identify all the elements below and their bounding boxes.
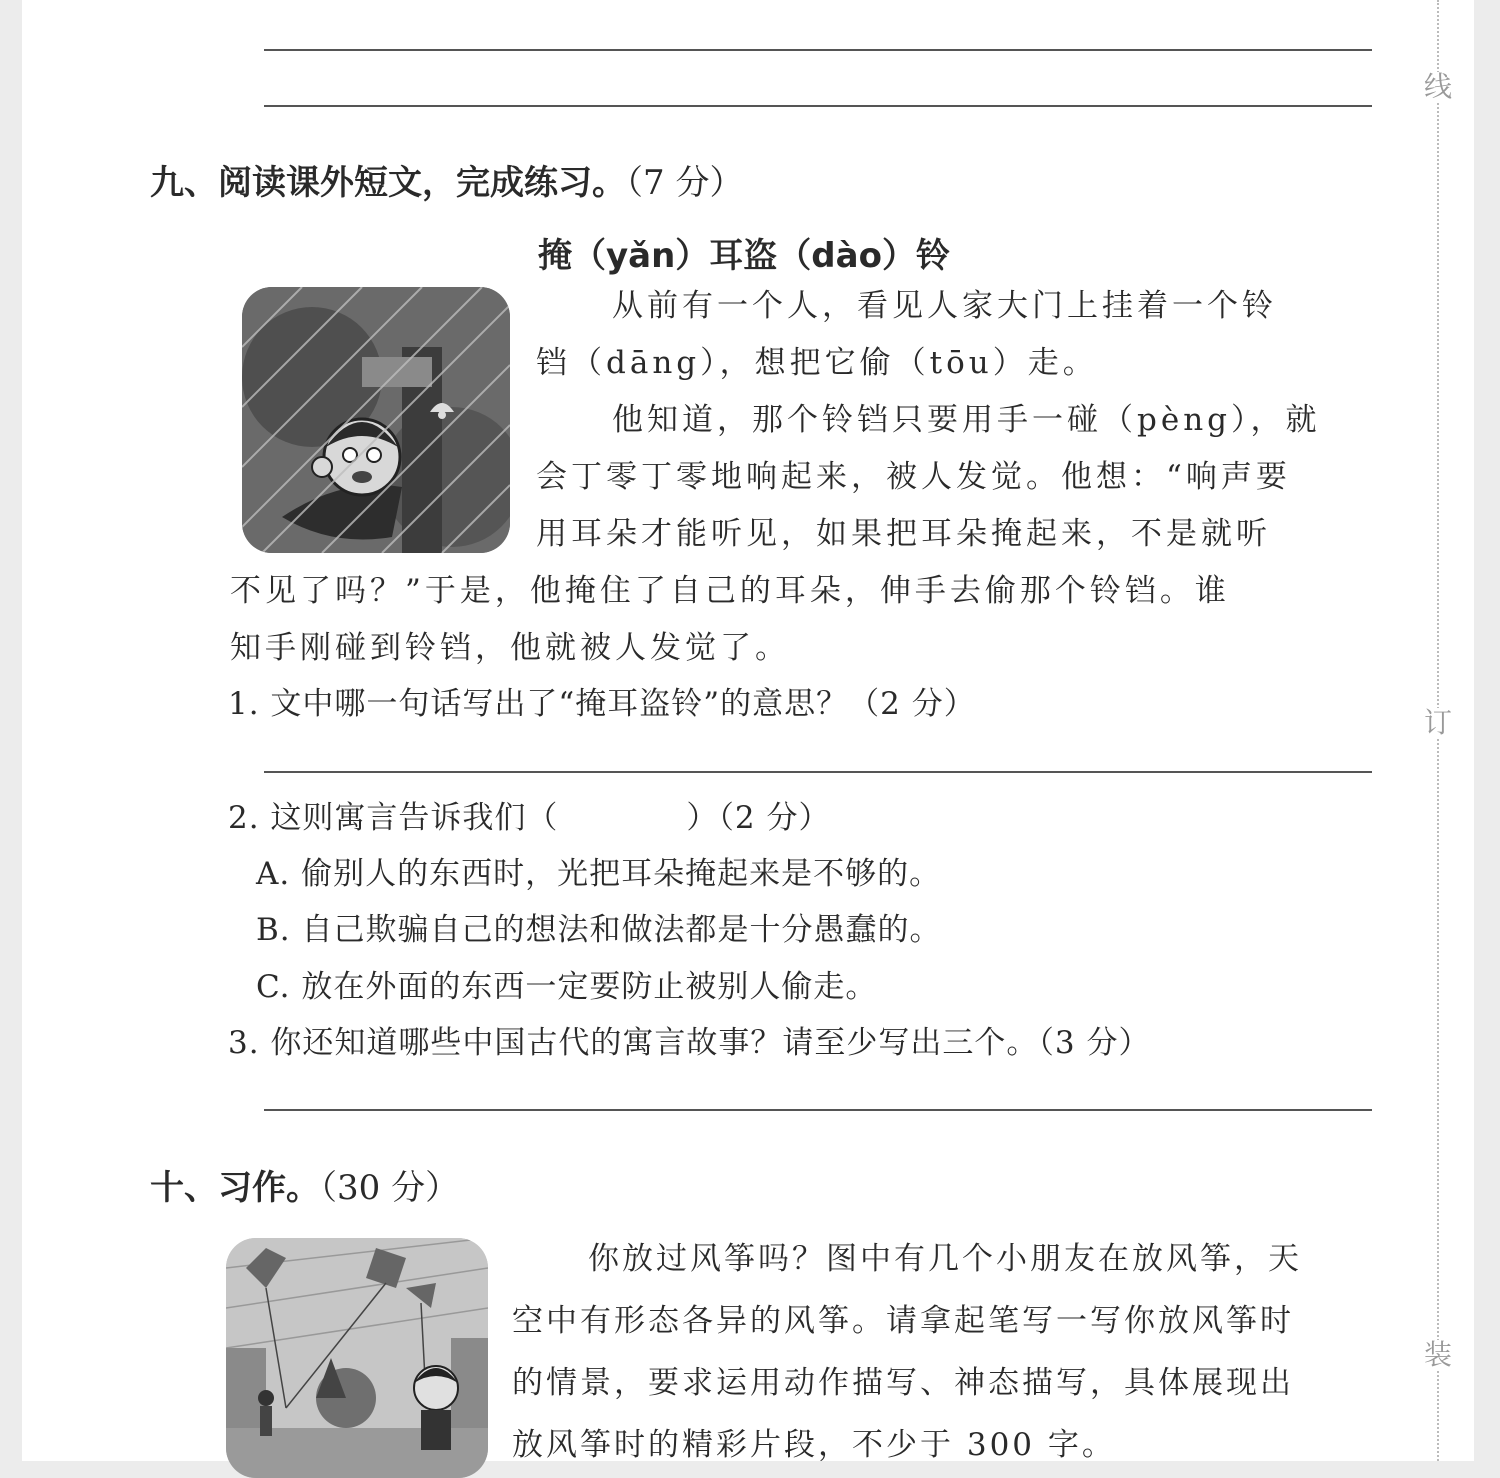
story-para2-line2: 会丁零丁零地响起来，被人发觉。他想：“响声要 xyxy=(536,459,1291,495)
question-1: 1. 文中哪一句话写出了“掩耳盗铃”的意思？（2 分） xyxy=(228,686,976,722)
margin-label-bind: 订 xyxy=(1420,708,1456,738)
answer-line xyxy=(264,105,1372,107)
thief-in-rain-image xyxy=(242,287,510,553)
question-2: 2. 这则寓言告诉我们（ ）（2 分） xyxy=(228,800,831,836)
section-10-title: 十、习作。 xyxy=(150,1168,320,1208)
section-10-heading xyxy=(150,1160,459,1209)
essay-prompt-line1: 你放过风筝吗？图中有几个小朋友在放风筝，天 xyxy=(588,1241,1302,1277)
story-line xyxy=(536,278,1372,563)
story-title: 掩（yǎn）耳盗（dào）铃 xyxy=(538,236,950,276)
story-para2-line1: 他知道，那个铃铛只要用手一碰（pèng），就 xyxy=(612,402,1321,438)
story-para1-line2: 铛（dāng），想把它偷（tōu）走。 xyxy=(536,345,1098,381)
question-2-option-a: A. 偷别人的东西时，光把耳朵掩起来是不够的。 xyxy=(256,856,942,892)
section-10-points: （30 分） xyxy=(320,1168,460,1208)
story-illustration xyxy=(242,287,510,553)
answer-line xyxy=(264,1109,1372,1111)
essay-prompt-line2: 空中有形态各异的风筝。请拿起笔写一写你放风筝时 xyxy=(512,1303,1294,1339)
story-para2-line5: 知手刚碰到铃铛，他就被人发觉了。 xyxy=(230,630,790,666)
section-9-title: 九、阅读课外短文，完成练习。 xyxy=(150,163,626,203)
story-para1-line1: 从前有一个人，看见人家大门上挂着一个铃 xyxy=(612,288,1277,324)
margin-label-line: 线 xyxy=(1420,72,1456,102)
section-9-points: （7 分） xyxy=(626,163,744,203)
essay-prompt-line3: 的情景，要求运用动作描写、神态描写，具体展现出 xyxy=(512,1365,1294,1401)
question-2-option-c: C. 放在外面的东西一定要防止被别人偷走。 xyxy=(256,969,878,1005)
margin-label-pack: 装 xyxy=(1420,1340,1456,1370)
answer-line xyxy=(264,771,1372,773)
exam-page xyxy=(22,0,1474,1461)
essay-prompt xyxy=(512,1228,1372,1476)
story-para2-line3: 用耳朵才能听见，如果把耳朵掩起来，不是就听 xyxy=(536,516,1271,552)
essay-prompt-line4: 放风筝时的精彩片段，不少于 300 字。 xyxy=(512,1427,1116,1463)
section-9-heading xyxy=(150,155,743,204)
kite-flying-image xyxy=(226,1238,488,1478)
story-line xyxy=(230,563,1372,677)
kite-illustration xyxy=(226,1238,488,1478)
story-para2-line4: 不见了吗？”于是，他掩住了自己的耳朵，伸手去偷那个铃铛。谁 xyxy=(230,573,1230,609)
question-3: 3. 你还知道哪些中国古代的寓言故事？请至少写出三个。（3 分） xyxy=(228,1025,1151,1061)
answer-line xyxy=(264,49,1372,51)
question-2-option-b: B. 自己欺骗自己的想法和做法都是十分愚蠢的。 xyxy=(256,912,942,948)
